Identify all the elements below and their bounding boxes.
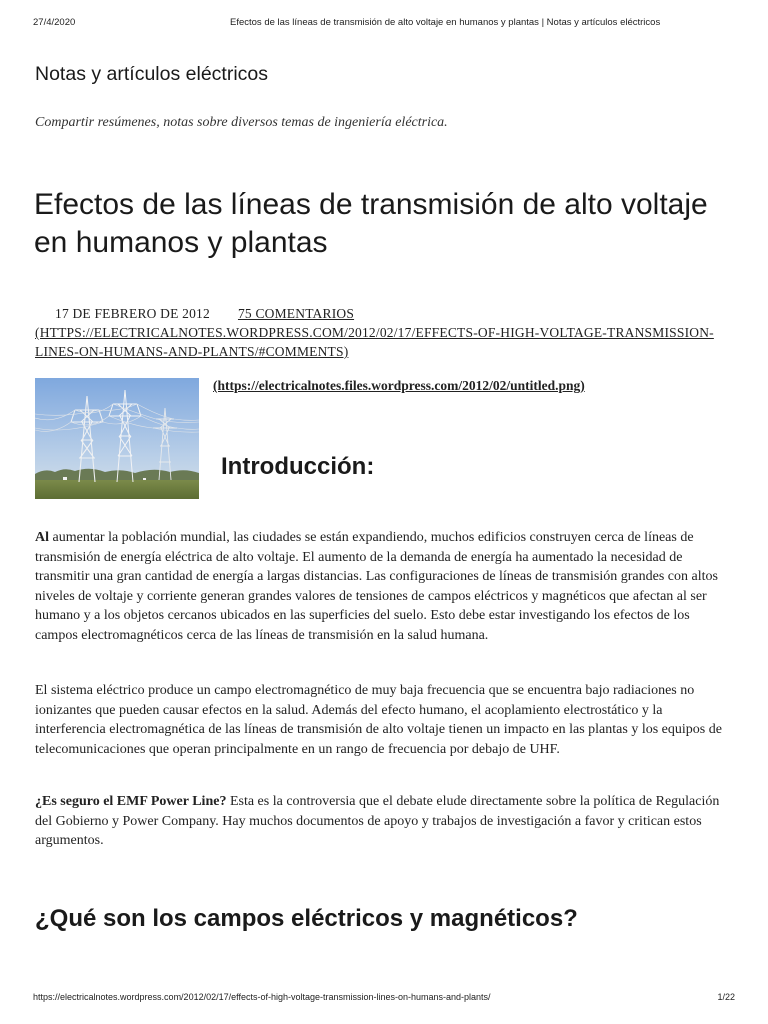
comments-url[interactable]: (HTTPS://ELECTRICALNOTES.WORDPRESS.COM/2012/02/17/EFFECTS-OF-HIGH-VOLTAGE-TRANSMISSION-LINES-ON-HUMANS-AND-PLANTS/#COMMENTS): [35, 325, 714, 359]
paragraph-electric-system: El sistema eléctrico produce un campo electromagnético de muy baja frecuencia que se encuentra bajo radiaciones no ionizantes que pueden causar efectos en la salud. Además del efecto humano, el acoplamiento electrostático y la interferencia electromagnética de las líneas de transmisión de alto voltaje tienen un impacto en las plantas y los equipos de telecomunicaciones que operan principalmente en un rango de frecuencia por debajo de UHF.: [35, 683, 722, 757]
site-description: Compartir resúmenes, notas sobre diversos temas de ingeniería eléctrica.: [35, 115, 448, 130]
print-header: [33, 17, 748, 31]
featured-image-transmission-towers[interactable]: [35, 378, 199, 499]
paragraph-intro: [35, 528, 735, 646]
post-title: Efectos de las líneas de transmisión de alto voltaje en humanos y plantas: [34, 188, 708, 259]
paragraph-body: Esta es la controversia que el debate elude directamente sobre la política de Regulación del Gobierno y Power Company. Hay muchos documentos de apoyo y trabajos de investigación a favor y critican estos argumentos.: [35, 794, 720, 849]
print-date: 27/4/2020: [33, 17, 76, 28]
site-title[interactable]: Notas y artículos eléctricos: [35, 63, 269, 85]
print-url: https://electricalnotes.wordpress.com/2012/02/17/effects-of-high-voltage-transmission-lines-on-humans-and-plants/: [33, 992, 491, 1002]
image-link[interactable]: (https://electricalnotes.files.wordpress.com/2012/02/untitled.png): [213, 378, 585, 393]
comments-link[interactable]: 75 COMENTARIOS: [237, 306, 355, 321]
print-document-title: Efectos de las líneas de transmisión de alto voltaje en humanos y plantas | Notas y artículos eléctricos: [230, 17, 661, 28]
post-date: 17 DE FEBRERO DE 2012: [55, 306, 210, 321]
print-footer: [33, 992, 735, 1006]
paragraph-emf-safety: [35, 792, 735, 851]
page-number: 1/22: [717, 992, 735, 1002]
section-heading: ¿Qué son los campos eléctricos y magnéticos?: [35, 905, 578, 932]
transmission-towers-photo: [35, 378, 199, 499]
paragraph-lead: Al: [35, 530, 49, 545]
paragraph-lead-question: ¿Es seguro el EMF Power Line?: [35, 794, 227, 809]
intro-heading: Introducción:: [221, 453, 375, 480]
paragraph-body: aumentar la población mundial, las ciudades se están expandiendo, muchos edificios construyen cerca de líneas de transmisión de energía eléctrica de alto voltaje. El aumento de la demanda de energía ha aumentado la necesidad de transmitir una gran cantidad de energía a largas distancias. Las configuraciones de líneas de transmisión grandes con altos niveles de voltaje y corriente generan grandes valores de tensiones de campos eléctricos y magnéticos que afectan al ser humano y a los objetos cercanos ubicados en las superficies del suelo. Esto debe estar investigando los efectos de los campos electromagnéticos cerca de las líneas de transmisión en la salud humana.: [35, 530, 718, 643]
post-meta: [35, 304, 735, 361]
